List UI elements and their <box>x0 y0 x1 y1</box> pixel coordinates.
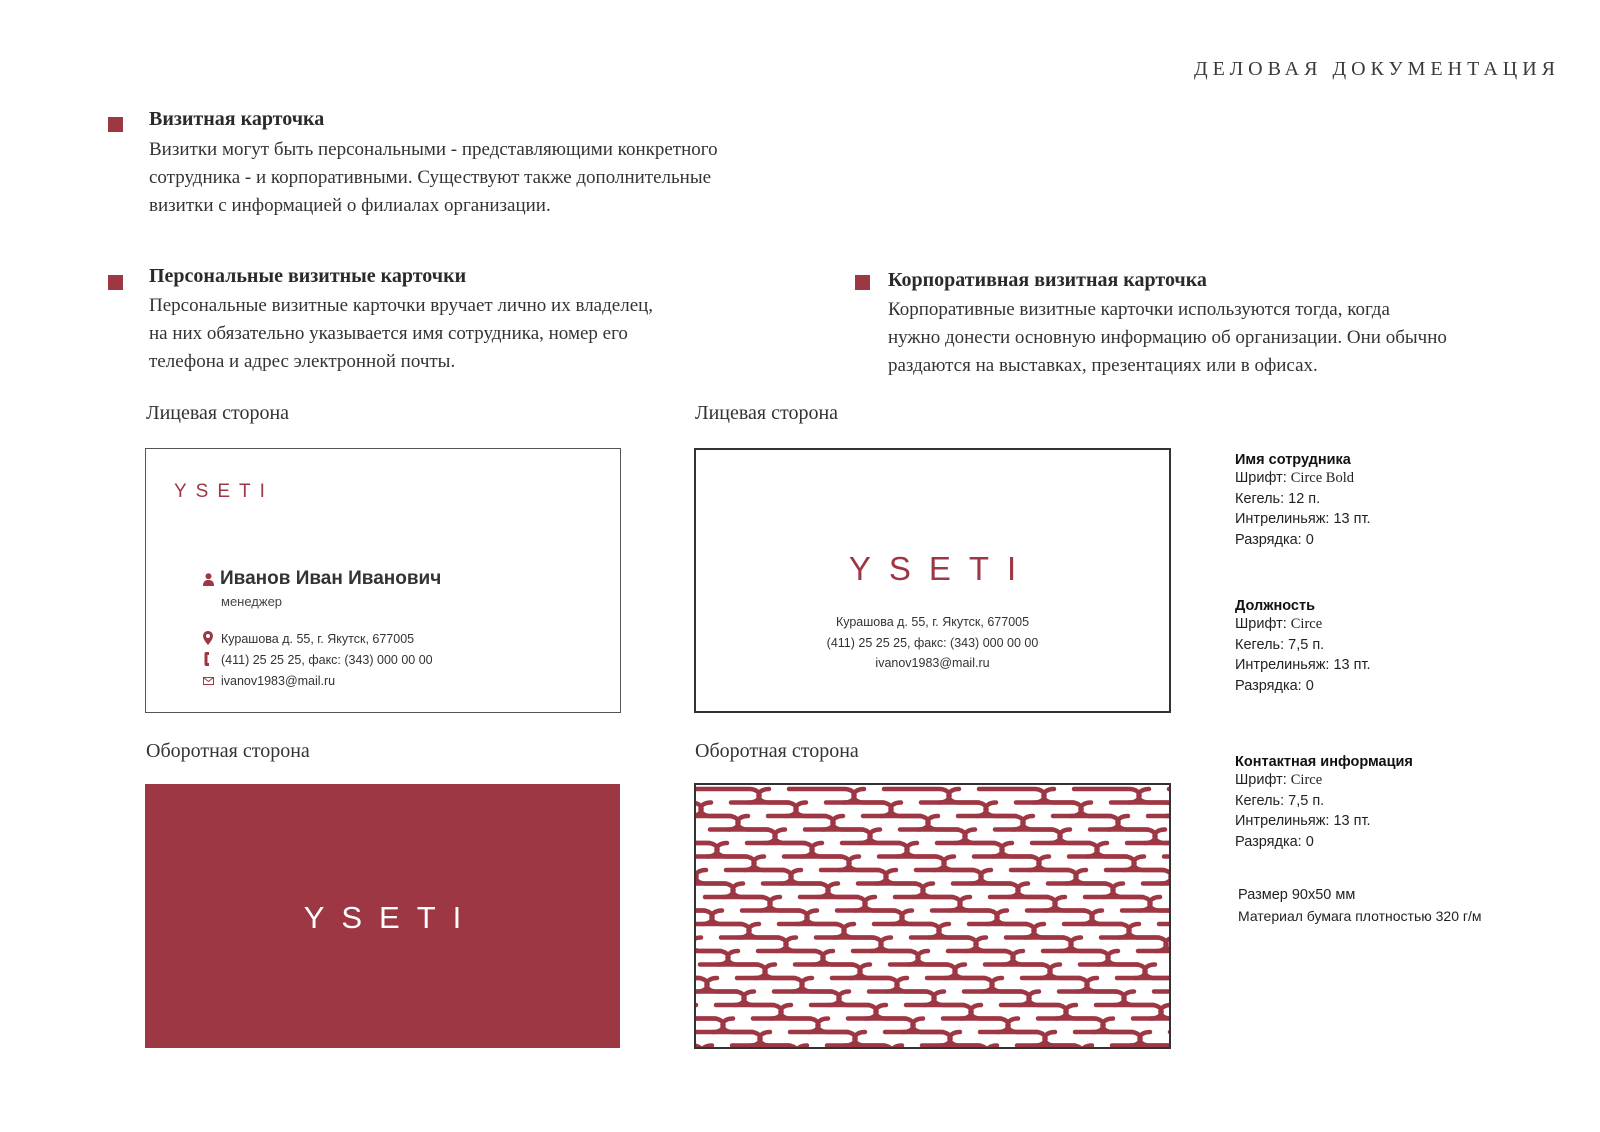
label-personal-front: Лицевая сторона <box>146 402 290 424</box>
section-bullet-square <box>108 117 123 132</box>
section-title-corporate-card: Корпоративная визитная карточка <box>888 269 1207 291</box>
envelope-icon <box>203 677 214 685</box>
spec-leading: Интрелиньяж: 13 пт. <box>1235 813 1371 829</box>
section-bullet-square <box>108 275 123 290</box>
spec-size: Кегель: 7,5 п. <box>1235 792 1325 809</box>
contact-email: ivanov1983@mail.ru <box>221 674 336 688</box>
card-logo: YSETI <box>848 550 1035 587</box>
section-bullet-square <box>855 275 870 290</box>
label-personal-back: Оборотная сторона <box>146 740 310 762</box>
page-header-title: ДЕЛОВАЯ ДОКУМЕНТАЦИЯ <box>1194 58 1560 80</box>
corporate-card-back-pattern <box>694 783 1171 1049</box>
card-logo: YSETI <box>303 900 479 935</box>
spec-block-contact-info <box>1235 754 1575 852</box>
contact-phone: (411) 25 25 25, факс: (343) 000 00 00 <box>221 653 433 667</box>
spec-tracking: Разрядка: 0 <box>1235 833 1314 850</box>
corporate-card-front <box>694 448 1171 713</box>
section-title-business-card: Визитная карточка <box>149 108 325 130</box>
contact-address: Курашова д. 55, г. Якутск, 677005 <box>221 632 415 646</box>
section-body-business-card: Визитки могут быть персональными - представляющими конкретного сотрудника - и корпоративными. Существуют также дополнительные визитки с информацией о филиалах организации. <box>149 139 718 216</box>
employee-position: менеджер <box>221 594 283 609</box>
label-corporate-back: Оборотная сторона <box>695 740 859 762</box>
spec-font: Шрифт: Circe <box>1235 616 1323 632</box>
phone-icon <box>204 652 212 666</box>
paper-info <box>1238 885 1578 926</box>
paper-material: Материал бумага плотностью 320 г/м <box>1238 907 1482 924</box>
paper-size: Размер 90x50 мм <box>1238 887 1356 903</box>
corporate-address: Курашова д. 55, г. Якутск, 677005 <box>835 615 1030 629</box>
section-title-personal-cards: Персональные визитные карточки <box>149 265 467 287</box>
section-body-corporate-card: Корпоративные визитные карточки используются тогда, когда нужно донести основную информацию об организации. Они обычно раздаются на выставках, презентациях или в офисах. <box>888 299 1447 376</box>
spec-title: Имя сотрудника <box>1235 452 1351 468</box>
spec-tracking: Разрядка: 0 <box>1235 677 1314 694</box>
spec-font: Шрифт: Circe <box>1235 772 1323 788</box>
user-icon <box>203 573 214 586</box>
personal-card-back <box>145 784 620 1048</box>
spec-size: Кегель: 12 п. <box>1235 490 1321 507</box>
spec-block-employee-name <box>1235 452 1575 550</box>
location-pin-icon <box>203 631 213 645</box>
label-corporate-front: Лицевая сторона <box>695 402 839 424</box>
section-body-personal-cards: Персональные визитные карточки вручает лично их владелец, на них обязательно указывается имя сотрудника, номер его телефона и адрес электронной почты. <box>149 295 654 372</box>
spec-title: Должность <box>1235 598 1315 614</box>
spec-block-position <box>1235 598 1575 696</box>
personal-card-front <box>145 448 621 713</box>
corporate-email: ivanov1983@mail.ru <box>875 656 990 670</box>
card-logo: YSETI <box>174 481 274 502</box>
spec-size: Кегель: 7,5 п. <box>1235 636 1325 653</box>
corporate-phone: (411) 25 25 25, факс: (343) 000 00 00 <box>826 636 1039 650</box>
spec-title: Контактная информация <box>1235 754 1413 770</box>
spec-leading: Интрелиньяж: 13 пт. <box>1235 657 1371 673</box>
employee-name: Иванов Иван Иванович <box>220 568 442 589</box>
spec-font: Шрифт: Circe Bold <box>1235 470 1354 486</box>
spec-leading: Интрелиньяж: 13 пт. <box>1235 511 1371 527</box>
spec-tracking: Разрядка: 0 <box>1235 531 1314 548</box>
